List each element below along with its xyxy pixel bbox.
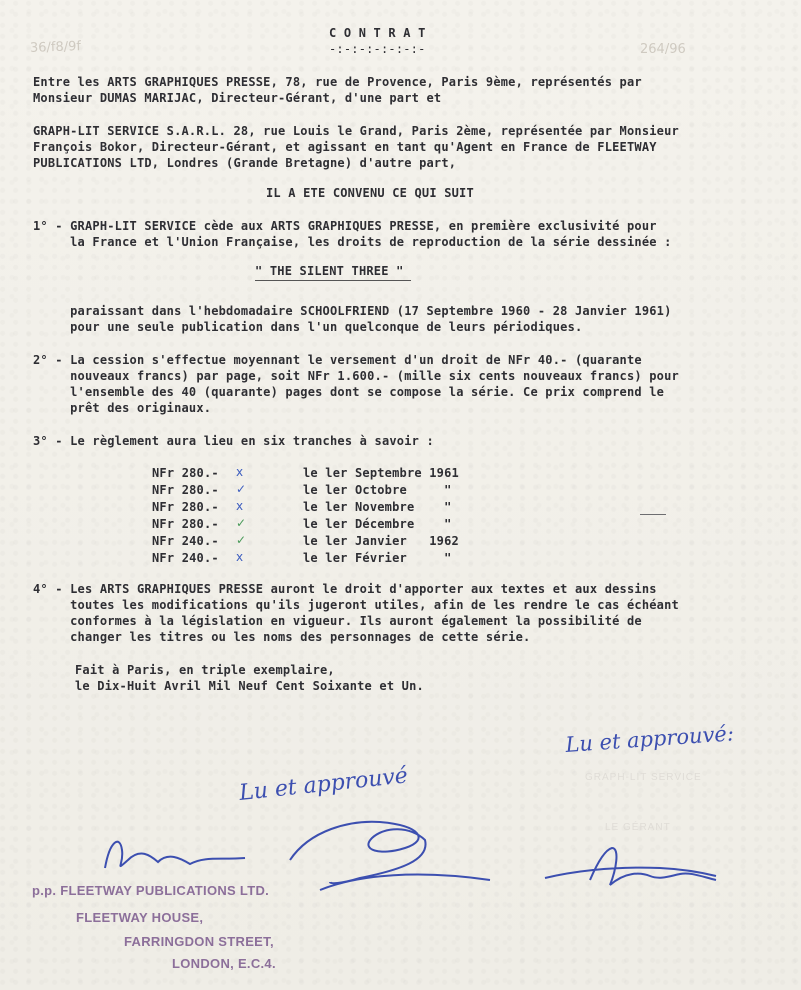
embossed-stamp-line-2: LE GÉRANT bbox=[605, 822, 671, 833]
embossed-stamp-line-1: GRAPH-LIT SERVICE bbox=[585, 772, 702, 783]
tranche-amount: NFr 280.- bbox=[152, 466, 219, 480]
tranche-amount: NFr 280.- bbox=[152, 517, 219, 531]
article-4-line-2: toutes les modifications qu'ils jugeront utiles, afin de les rendre le cas échéant bbox=[33, 598, 679, 612]
stamp-line-2: FLEETWAY HOUSE, bbox=[76, 910, 204, 925]
margin-note-right: 264/96 bbox=[640, 42, 686, 57]
article-2-line-3: l'ensemble des 40 (quarante) pages dont se compose la série. Ce prix comprend le bbox=[33, 385, 665, 399]
article-1-line-4: pour une seule publication dans l'un quelconque de leurs périodiques. bbox=[33, 320, 583, 334]
title-rule: -:-:-:-:-:-:- bbox=[329, 42, 426, 56]
tranche-date: le ler Octobre " bbox=[303, 483, 452, 497]
tranche-date: le ler Septembre 1961 bbox=[303, 466, 459, 480]
margin-note-left: 36/f8/9f bbox=[29, 39, 82, 56]
article-1-line-1: 1° - GRAPH-LIT SERVICE cède aux ARTS GRAPHIQUES PRESSE, en première exclusivité pour bbox=[33, 219, 657, 233]
article-4-line-4: changer les titres ou les noms des personnages de cette série. bbox=[33, 630, 531, 644]
signature-right bbox=[545, 848, 716, 885]
check-mark-icon: ✓ bbox=[236, 516, 247, 530]
check-mark-icon: ✓ bbox=[236, 533, 247, 547]
closing-line-2: le Dix-Huit Avril Mil Neuf Cent Soixante et Un. bbox=[75, 679, 424, 693]
lu-et-approuve-center: Lu et approuvé bbox=[238, 763, 409, 806]
article-2-line-4: prêt des originaux. bbox=[33, 401, 212, 415]
tranche-amount: NFr 280.- bbox=[152, 483, 219, 497]
agreed-heading: IL A ETE CONVENU CE QUI SUIT bbox=[266, 186, 474, 200]
article-1-line-2: la France et l'Union Française, les droits de reproduction de la série dessinée : bbox=[33, 235, 672, 249]
document-title: C O N T R A T bbox=[329, 26, 426, 40]
check-mark-icon: x bbox=[236, 550, 244, 564]
stamp-line-4: LONDON, E.C.4. bbox=[172, 956, 276, 971]
stamp-line-1: p.p. FLEETWAY PUBLICATIONS LTD. bbox=[32, 883, 270, 898]
check-mark-icon: ✓ bbox=[236, 482, 247, 496]
check-mark-icon: x bbox=[236, 465, 244, 479]
series-title: " THE SILENT THREE " bbox=[255, 264, 404, 278]
tranche-amount: NFr 240.- bbox=[152, 551, 219, 565]
article-4-line-3: conformes à la législation en vigueur. Ils auront également la possibilité de bbox=[33, 614, 642, 628]
party-2-line-3: PUBLICATIONS LTD, Londres (Grande Bretagne) d'autre part, bbox=[33, 156, 457, 170]
signature-left bbox=[105, 842, 245, 868]
stamp-line-3: FARRINGDON STREET, bbox=[124, 934, 274, 949]
tranche-date: le ler Février " bbox=[303, 551, 452, 565]
tranche-date: le ler Novembre " bbox=[303, 500, 452, 514]
party-1-line-2: Monsieur DUMAS MARIJAC, Directeur-Gérant, d'une part et bbox=[33, 91, 442, 105]
signature-center bbox=[290, 822, 490, 890]
article-2-line-2: nouveaux francs) par page, soit NFr 1.600.- (mille six cents nouveaux francs) pour bbox=[33, 369, 679, 383]
check-mark-icon: x bbox=[236, 499, 244, 513]
closing-line-1: Fait à Paris, en triple exemplaire, bbox=[75, 663, 335, 677]
article-2-line-1: 2° - La cession s'effectue moyennant le versement d'un droit de NFr 40.- (quarante bbox=[33, 353, 642, 367]
party-2-line-2: François Bokor, Directeur-Gérant, et agissant en tant qu'Agent en France de FLEETWAY bbox=[33, 140, 657, 154]
tranche-date: le ler Janvier 1962 bbox=[303, 534, 459, 548]
tranche-amount: NFr 240.- bbox=[152, 534, 219, 548]
article-4-line-1: 4° - Les ARTS GRAPHIQUES PRESSE auront le droit d'apporter aux textes et aux dessins bbox=[33, 582, 657, 596]
party-1-line-1: Entre les ARTS GRAPHIQUES PRESSE, 78, rue de Provence, Paris 9ème, représentés par bbox=[33, 75, 642, 89]
article-3-line-1: 3° - Le règlement aura lieu en six tranches à savoir : bbox=[33, 434, 434, 448]
tranche-date: le ler Décembre " bbox=[303, 517, 452, 531]
party-2-line-1: GRAPH-LIT SERVICE S.A.R.L. 28, rue Louis le Grand, Paris 2ème, représentée par Monsieur bbox=[33, 124, 679, 138]
tranche-amount: NFr 280.- bbox=[152, 500, 219, 514]
article-1-line-3: paraissant dans l'hebdomadaire SCHOOLFRIEND (17 Septembre 1960 - 28 Janvier 1961) bbox=[33, 304, 672, 318]
lu-et-approuve-right: Lu et approuvé: bbox=[564, 721, 735, 757]
